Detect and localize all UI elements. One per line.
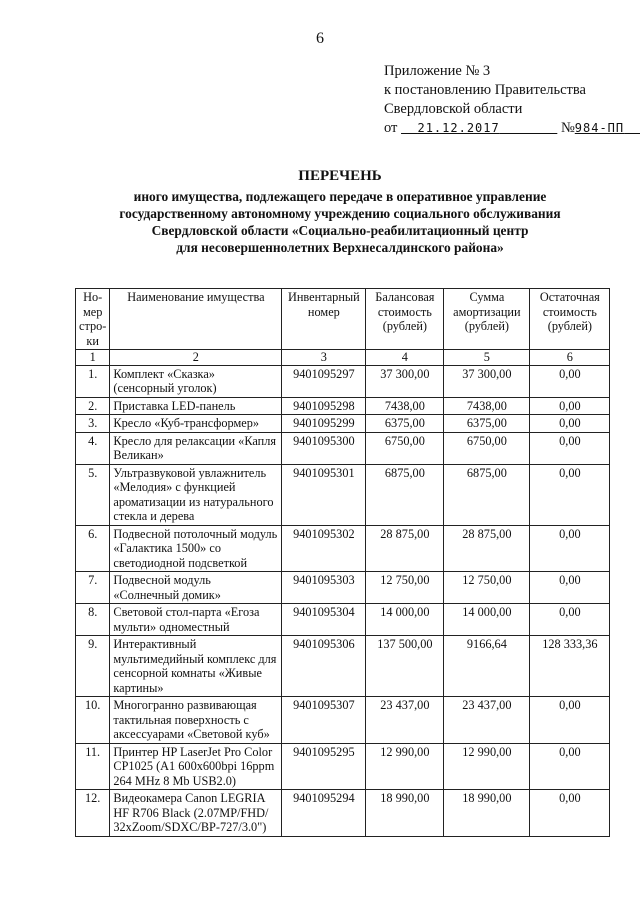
title-main: ПЕРЕЧЕНЬ xyxy=(298,168,382,184)
table-row xyxy=(76,636,610,697)
residual-value: 0,00 xyxy=(530,697,610,744)
item-name: Подвесной модуль «Солнечный домик» xyxy=(110,572,282,604)
row-number: 9. xyxy=(76,636,110,697)
balance-value: 12 990,00 xyxy=(366,743,444,790)
balance-value: 6875,00 xyxy=(366,464,444,525)
item-name: Приставка LED-панель xyxy=(110,397,282,415)
column-index: 4 xyxy=(366,350,444,366)
column-index: 6 xyxy=(530,350,610,366)
balance-value: 12 750,00 xyxy=(366,572,444,604)
property-table xyxy=(75,288,610,837)
table-row xyxy=(76,397,610,415)
depreciation-amount: 12 990,00 xyxy=(444,743,530,790)
document-title xyxy=(40,168,640,256)
item-name: Ультразвуковой увлажнитель «Мелодия» с функцией ароматизации из натурального стекла и дерева xyxy=(110,464,282,525)
depreciation-amount: 28 875,00 xyxy=(444,525,530,572)
appendix-region: Свердловской области xyxy=(384,101,523,117)
inventory-number: 9401095307 xyxy=(282,697,366,744)
balance-value: 6375,00 xyxy=(366,415,444,433)
inventory-number: 9401095295 xyxy=(282,743,366,790)
depreciation-amount: 6750,00 xyxy=(444,432,530,464)
appendix-resolution: к постановлению Правительства xyxy=(384,82,586,98)
row-number: 1. xyxy=(76,365,110,397)
table-row xyxy=(76,697,610,744)
title-line-3: Свердловской области «Социально-реабилитационный центр xyxy=(151,223,529,238)
balance-value: 7438,00 xyxy=(366,397,444,415)
inventory-number: 9401095297 xyxy=(282,365,366,397)
table-header-row xyxy=(76,289,610,350)
residual-value: 0,00 xyxy=(530,464,610,525)
balance-value: 6750,00 xyxy=(366,432,444,464)
residual-value: 0,00 xyxy=(530,432,610,464)
item-name: Видеокамера Canon LEGRIA HF R706 Black (2.07MP/FHD/ 32xZoom/SDXC/BP-727/3.0") xyxy=(110,790,282,837)
item-name: Многогранно развивающая тактильная поверхность с аксессуарами «Световой куб» xyxy=(110,697,282,744)
depreciation-amount: 14 000,00 xyxy=(444,604,530,636)
title-line-2: государственному автономному учреждению социального обслуживания xyxy=(119,206,561,221)
column-index: 5 xyxy=(444,350,530,366)
table-row xyxy=(76,415,610,433)
row-number: 4. xyxy=(76,432,110,464)
date-prefix: от xyxy=(384,120,398,136)
row-number: 10. xyxy=(76,697,110,744)
page-number: 6 xyxy=(316,30,324,47)
inventory-number: 9401095303 xyxy=(282,572,366,604)
resolution-date: 21.12.2017 xyxy=(417,121,500,135)
inventory-number: 9401095306 xyxy=(282,636,366,697)
residual-value: 0,00 xyxy=(530,604,610,636)
inventory-number: 9401095294 xyxy=(282,790,366,837)
balance-value: 28 875,00 xyxy=(366,525,444,572)
inventory-number: 9401095301 xyxy=(282,464,366,525)
appendix-title: Приложение № 3 xyxy=(384,63,491,79)
column-index: 3 xyxy=(282,350,366,366)
column-index-row xyxy=(76,350,610,366)
item-name: Интерактивный мультимедийный комплекс для сенсорной комнаты «Живые картины» xyxy=(110,636,282,697)
title-line-4: для несовершеннолетних Верхнесалдинского района» xyxy=(176,240,504,255)
depreciation-amount: 9166,64 xyxy=(444,636,530,697)
balance-value: 23 437,00 xyxy=(366,697,444,744)
depreciation-amount: 23 437,00 xyxy=(444,697,530,744)
header-inventory-number: Инвентарный номер xyxy=(282,289,366,350)
resolution-number: 984-ПП xyxy=(574,121,625,135)
table-row xyxy=(76,790,610,837)
row-number: 7. xyxy=(76,572,110,604)
header-row-number: Но-мер стро-ки xyxy=(76,289,110,350)
item-name: Кресло «Куб-трансформер» xyxy=(110,415,282,433)
residual-value: 0,00 xyxy=(530,743,610,790)
item-name: Принтер HP LaserJet Pro Color CP1025 (A1 600x600bpi 16ppm 264 MHz 8 Mb USB2.0) xyxy=(110,743,282,790)
inventory-number: 9401095304 xyxy=(282,604,366,636)
depreciation-amount: 12 750,00 xyxy=(444,572,530,604)
residual-value: 0,00 xyxy=(530,572,610,604)
row-number: 5. xyxy=(76,464,110,525)
balance-value: 137 500,00 xyxy=(366,636,444,697)
header-balance-value: Балансовая стоимость (рублей) xyxy=(366,289,444,350)
title-line-1: иного имущества, подлежащего передаче в оперативное управление xyxy=(133,189,547,204)
row-number: 6. xyxy=(76,525,110,572)
number-prefix: № xyxy=(560,120,575,136)
item-name: Подвесной потолочный модуль «Галактика 1500» со светодиодной подсветкой xyxy=(110,525,282,572)
residual-value: 0,00 xyxy=(530,415,610,433)
table-row xyxy=(76,365,610,397)
depreciation-amount: 18 990,00 xyxy=(444,790,530,837)
residual-value: 0,00 xyxy=(530,365,610,397)
appendix-block xyxy=(384,62,640,138)
row-number: 2. xyxy=(76,397,110,415)
inventory-number: 9401095300 xyxy=(282,432,366,464)
table-row xyxy=(76,572,610,604)
residual-value: 0,00 xyxy=(530,525,610,572)
row-number: 8. xyxy=(76,604,110,636)
table-row xyxy=(76,743,610,790)
table-row xyxy=(76,525,610,572)
residual-value: 0,00 xyxy=(530,397,610,415)
residual-value: 0,00 xyxy=(530,790,610,837)
appendix-date-line xyxy=(384,119,640,138)
balance-value: 14 000,00 xyxy=(366,604,444,636)
table-row xyxy=(76,464,610,525)
item-name: Комплект «Сказка» (сенсорный уголок) xyxy=(110,365,282,397)
inventory-number: 9401095299 xyxy=(282,415,366,433)
row-number: 11. xyxy=(76,743,110,790)
depreciation-amount: 6375,00 xyxy=(444,415,530,433)
column-index: 2 xyxy=(110,350,282,366)
inventory-number: 9401095302 xyxy=(282,525,366,572)
residual-value: 128 333,36 xyxy=(530,636,610,697)
item-name: Кресло для релаксации «Капля Великан» xyxy=(110,432,282,464)
depreciation-amount: 37 300,00 xyxy=(444,365,530,397)
row-number: 3. xyxy=(76,415,110,433)
table-row xyxy=(76,432,610,464)
balance-value: 18 990,00 xyxy=(366,790,444,837)
depreciation-amount: 7438,00 xyxy=(444,397,530,415)
header-name: Наименование имущества xyxy=(110,289,282,350)
balance-value: 37 300,00 xyxy=(366,365,444,397)
column-index: 1 xyxy=(76,350,110,366)
row-number: 12. xyxy=(76,790,110,837)
inventory-number: 9401095298 xyxy=(282,397,366,415)
table-row xyxy=(76,604,610,636)
depreciation-amount: 6875,00 xyxy=(444,464,530,525)
item-name: Световой стол-парта «Егоза мульти» одноместный xyxy=(110,604,282,636)
header-residual-value: Остаточная стоимость (рублей) xyxy=(530,289,610,350)
header-depreciation: Сумма амортизации (рублей) xyxy=(444,289,530,350)
